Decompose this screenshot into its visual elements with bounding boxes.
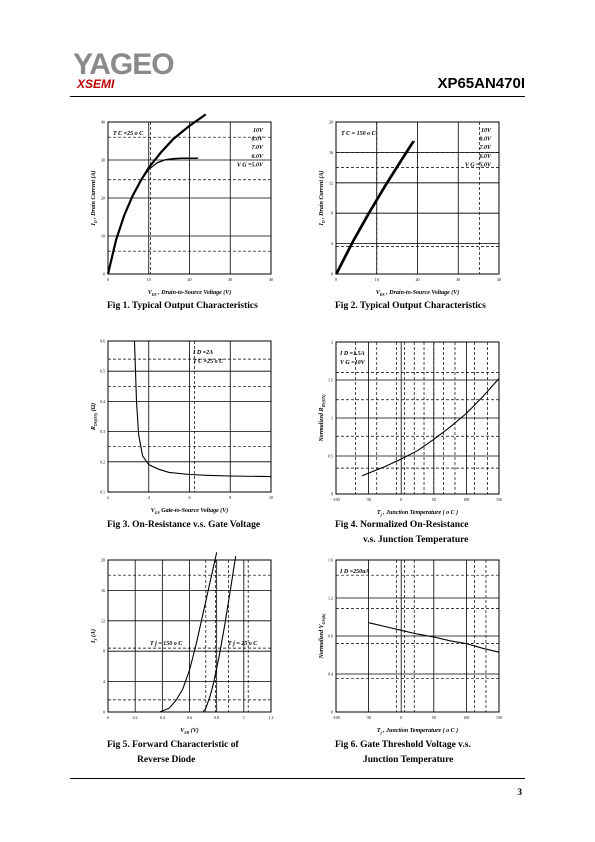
fig2-xtick: 0 bbox=[335, 277, 337, 282]
fig6-ytick: 1.2 bbox=[328, 595, 333, 601]
fig4-ytick: 0 bbox=[331, 491, 333, 497]
fig3-xtick: 8 bbox=[229, 495, 232, 500]
fig3-ylabel: $R_{DS(ON)}$ (Ω) bbox=[91, 402, 98, 431]
fig2-ytick: 4 bbox=[331, 241, 333, 247]
header-rule bbox=[70, 96, 525, 97]
fig2-ytick: 16 bbox=[329, 149, 333, 155]
fig1-caption: Fig 1. Typical Output Characteristics bbox=[107, 301, 258, 311]
fig2-legend-3: 6.0V bbox=[479, 153, 491, 160]
fig1-legend-2: 7.0V bbox=[251, 145, 263, 152]
fig1-xlabel: $V_{DS}$ , Drain-to-Source Voltage (V) bbox=[147, 290, 232, 297]
fig6-caption-line1: Fig 6. Gate Threshold Voltage v.s. bbox=[335, 740, 471, 750]
footer-rule bbox=[70, 778, 525, 779]
fig6-xtick: 150 bbox=[496, 715, 502, 720]
fig6-xtick: 50 bbox=[431, 715, 436, 720]
fig5-xtick: 0.4 bbox=[159, 715, 165, 720]
fig1-legend-0: 10V bbox=[252, 128, 263, 134]
fig4-condition1: I D =1.5A bbox=[340, 351, 365, 357]
fig4-caption-line1: Fig 4. Normalized On-Resistance bbox=[335, 520, 469, 530]
fig5-ytick: 20 bbox=[101, 557, 105, 563]
fig2-legend-4: V G =5.0V bbox=[464, 162, 491, 169]
fig2-xtick: 20 bbox=[415, 277, 420, 282]
fig5-xtick: 1 bbox=[242, 715, 245, 720]
fig5-xlabel: $V_{SD}$ (V) bbox=[180, 728, 199, 735]
fig4-ytick: 0.5 bbox=[328, 453, 333, 459]
fig2-ytick: 8 bbox=[331, 210, 333, 216]
fig1-xtick: 0 bbox=[107, 277, 109, 282]
fig4-ytick: 1 bbox=[331, 415, 333, 421]
fig4-ytick: 1.5 bbox=[328, 377, 333, 383]
fig2-xtick: 40 bbox=[497, 277, 501, 282]
fig5-series-1 bbox=[203, 556, 236, 712]
fig6-ytick: 0.4 bbox=[328, 671, 333, 677]
fig5-xtick: 0 bbox=[107, 715, 109, 720]
fig5-series-0 bbox=[160, 552, 217, 712]
fig1-xtick: 10 bbox=[146, 277, 151, 282]
fig2-xtick: 10 bbox=[374, 277, 379, 282]
fig2-ytick: 0 bbox=[331, 271, 333, 277]
fig4-xtick: 150 bbox=[496, 497, 502, 502]
fig5-caption-line1: Fig 5. Forward Characteristic of bbox=[107, 740, 239, 750]
fig3-ytick: 0.3 bbox=[100, 429, 105, 435]
fig4-xtick: -100 bbox=[332, 497, 340, 502]
fig5-xtick: 0.6 bbox=[187, 715, 192, 720]
fig6-ytick: 0.8 bbox=[328, 633, 333, 639]
fig1-ytick: 30 bbox=[101, 157, 105, 163]
fig5-chart bbox=[85, 553, 285, 733]
fig3-ytick: 0.4 bbox=[100, 398, 105, 404]
fig6-ylabel: Normalized $V_{GS(th)}$ bbox=[319, 613, 326, 659]
company-logo: YAGEO bbox=[73, 48, 174, 81]
fig3-xtick: 10 bbox=[269, 495, 273, 500]
fig2-xlabel: $V_{DS}$ , Drain-to-Source Voltage (V) bbox=[375, 290, 460, 297]
fig6-condition1: I D =250uA bbox=[340, 569, 370, 575]
fig2-ytick: 20 bbox=[329, 119, 333, 125]
fig1-series-0 bbox=[108, 114, 206, 274]
fig5-ytick: 12 bbox=[101, 618, 105, 624]
fig2-series-overlay bbox=[337, 141, 414, 274]
fig2-legend-2: 7.0V bbox=[479, 145, 491, 152]
fig1-series-overlay bbox=[109, 158, 199, 274]
fig5-ytick: 16 bbox=[101, 587, 105, 593]
fig2-xtick: 30 bbox=[456, 277, 461, 282]
fig1-chart bbox=[85, 115, 285, 295]
fig4-caption-line2: v.s. Junction Temperature bbox=[363, 535, 469, 545]
company-sublogo: XSEMI bbox=[77, 77, 115, 91]
fig3-caption: Fig 3. On-Resistance v.s. Gate Voltage bbox=[107, 520, 261, 530]
fig5-label-150: T j = 150 o C bbox=[150, 641, 183, 648]
fig6-xtick: 0 bbox=[400, 715, 403, 720]
fig6-xtick: -50 bbox=[365, 715, 372, 720]
page-number: 3 bbox=[517, 787, 522, 797]
fig3-ytick: 0.1 bbox=[100, 489, 105, 495]
part-number: XP65AN470I bbox=[437, 75, 525, 92]
fig3-ytick: 0.2 bbox=[100, 459, 105, 465]
fig3-xtick: 4 bbox=[147, 495, 150, 500]
fig6-chart bbox=[313, 553, 513, 733]
fig2-legend-1: 8.0V bbox=[479, 136, 491, 143]
fig3-xtick: 2 bbox=[107, 495, 109, 500]
fig1-ytick: 10 bbox=[101, 233, 105, 239]
fig2-ytick: 12 bbox=[329, 180, 333, 186]
fig1-legend-4: V G =5.0V bbox=[236, 162, 263, 169]
fig4-series-0 bbox=[362, 379, 499, 476]
fig1-xtick: 40 bbox=[269, 277, 273, 282]
fig1-legend-1: 8.0V bbox=[251, 136, 263, 143]
fig5-caption-line2: Reverse Diode bbox=[137, 755, 196, 765]
fig3-ytick: 0.5 bbox=[100, 368, 105, 374]
fig6-xlabel: $T_j$ , Junction Temperature ( o C ) bbox=[376, 728, 459, 735]
fig1-legend-3: 6.0V bbox=[251, 153, 263, 160]
fig4-condition2: V G =10V bbox=[340, 360, 365, 366]
fig3-chart bbox=[75, 335, 285, 515]
fig2-condition: T C = 150 o C bbox=[341, 131, 376, 137]
fig1-series-1 bbox=[108, 159, 198, 275]
fig5-ytick: 8 bbox=[103, 648, 105, 654]
fig2-caption: Fig 2. Typical Output Characteristics bbox=[335, 301, 486, 311]
fig6-caption-line2: Junction Temperature bbox=[363, 755, 454, 765]
fig1-ytick: 20 bbox=[101, 195, 105, 201]
fig4-chart bbox=[313, 335, 513, 515]
fig1-ytick: 40 bbox=[101, 119, 105, 125]
fig3-condition1: I D =2A bbox=[193, 350, 214, 356]
fig3-xlabel: $V_{GS}$ Gate-to-Source Voltage (V) bbox=[150, 508, 229, 515]
fig1-xtick: 30 bbox=[228, 277, 233, 282]
fig3-xtick: 6 bbox=[188, 495, 191, 500]
fig4-ylabel: Normalized $R_{DS(ON)}$ bbox=[319, 394, 326, 442]
fig5-label-25: T j = 25 o C bbox=[228, 641, 258, 648]
fig6-ytick: 0 bbox=[331, 709, 333, 715]
fig2-ylabel: $I_D$ , Drain Current (A) bbox=[319, 170, 326, 226]
fig1-condition: T C =25 o C bbox=[113, 131, 144, 137]
fig5-ylabel: $I_S$ (A) bbox=[91, 628, 98, 644]
fig4-xtick: -50 bbox=[365, 497, 372, 502]
fig4-ytick: 2 bbox=[331, 339, 333, 345]
fig1-ytick: 0 bbox=[103, 271, 105, 277]
fig5-xtick: 0.8 bbox=[214, 715, 220, 720]
fig5-xtick: 1.2 bbox=[268, 715, 274, 720]
fig1-ylabel: $I_D$ , Drain Current (A) bbox=[91, 170, 98, 226]
fig2-chart bbox=[313, 115, 513, 295]
fig4-xtick: 50 bbox=[431, 497, 436, 502]
fig3-ytick: 0.6 bbox=[100, 338, 105, 344]
fig6-ytick: 1.6 bbox=[328, 557, 333, 563]
fig5-ytick: 4 bbox=[103, 679, 105, 685]
fig2-legend-0: 10V bbox=[480, 128, 491, 134]
fig6-xtick: -100 bbox=[332, 715, 340, 720]
fig1-xtick: 20 bbox=[187, 277, 192, 282]
fig4-xlabel: $T_j$ , Junction Temperature ( o C ) bbox=[376, 510, 459, 517]
fig6-xtick: 100 bbox=[463, 715, 470, 720]
fig4-xtick: 100 bbox=[463, 497, 470, 502]
fig3-condition2: T C =25 o C bbox=[193, 359, 224, 365]
fig5-xtick: 0.2 bbox=[132, 715, 138, 720]
fig5-ytick: 0 bbox=[103, 709, 105, 715]
fig4-xtick: 0 bbox=[400, 497, 403, 502]
